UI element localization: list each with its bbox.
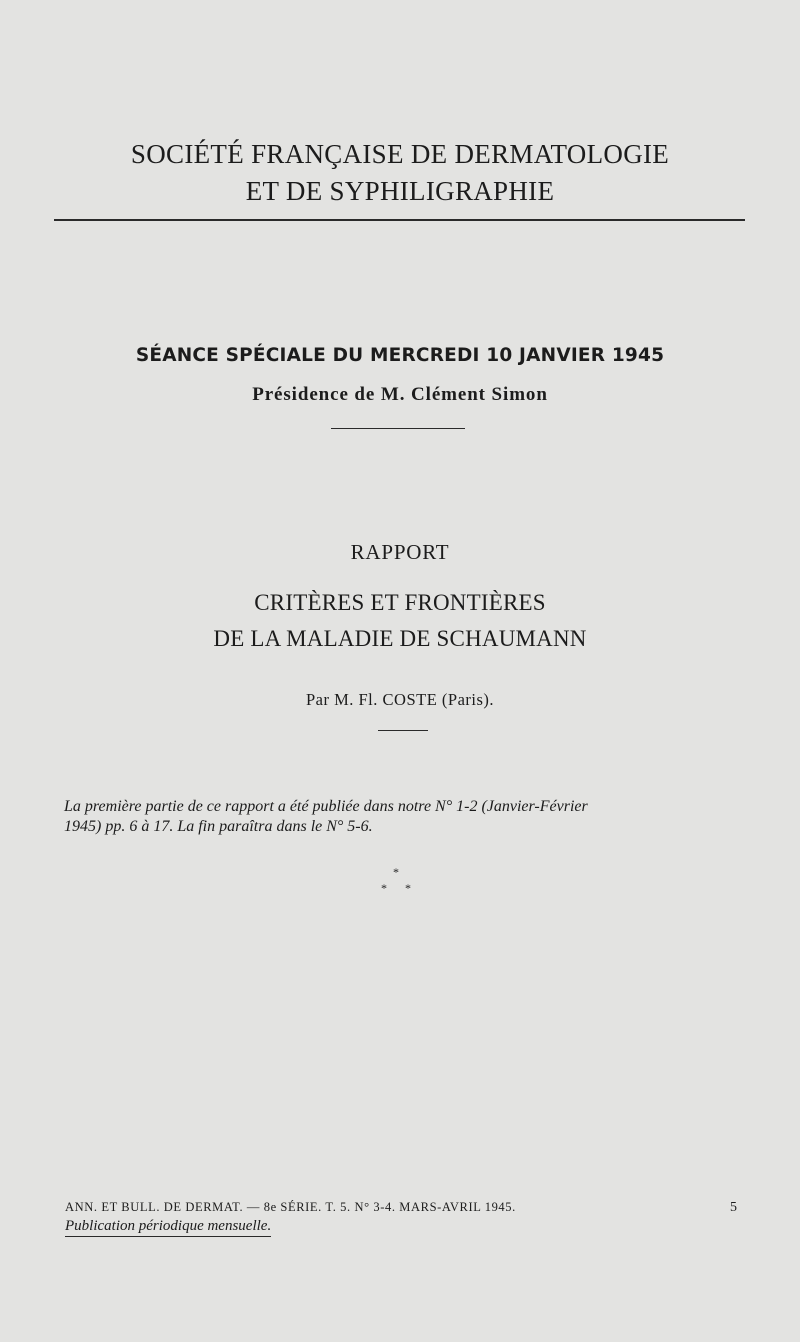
asterism-star-top: *: [393, 865, 399, 879]
report-author: Par M. Fl. COSTE (Paris).: [305, 690, 495, 709]
editorial-note-line-2: 1945) pp. 6 à 17. La fin paraîtra dans le N° 5-6.: [64, 818, 373, 835]
publication-frequency: Publication périodique mensuelle.: [65, 1218, 271, 1237]
editorial-note: [64, 797, 754, 837]
asterism-star-left: *: [381, 881, 387, 895]
report-title-line-2: DE LA MALADIE DE SCHAUMANN: [213, 626, 587, 651]
report-title-line-1: CRITÈRES ET FRONTIÈRES: [254, 590, 546, 615]
society-name-line-1: SOCIÉTÉ FRANÇAISE DE DERMATOLOGIE: [130, 139, 670, 169]
session-presidency: Présidence de M. Clément Simon: [252, 384, 548, 405]
asterism: [380, 866, 420, 898]
session-title: SÉANCE SPÉCIALE DU MERCREDI 10 JANVIER 1945: [135, 345, 665, 366]
asterism-star-right: *: [405, 881, 411, 895]
editorial-note-line-1: La première partie de ce rapport a été publiée dans notre N° 1-2 (Janvier-Février: [64, 798, 588, 815]
page-number: 5: [730, 1200, 737, 1215]
society-name-line-2: ET DE SYPHILIGRAPHIE: [245, 176, 555, 206]
session-divider: [331, 428, 465, 429]
author-divider: [378, 730, 428, 731]
report-label: RAPPORT: [350, 540, 450, 564]
header-divider: [54, 219, 745, 221]
journal-citation: ANN. ET BULL. DE DERMAT. — 8e SÉRIE. T. 5. N° 3-4. MARS-AVRIL 1945.: [65, 1200, 516, 1214]
